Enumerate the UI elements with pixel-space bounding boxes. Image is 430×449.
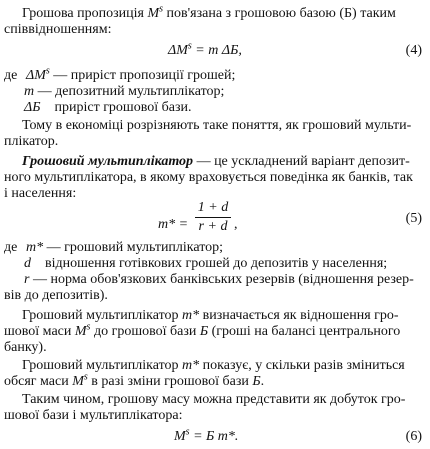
money-supply-symbol: M — [72, 374, 84, 389]
equation-4 — [168, 42, 242, 60]
term-heading: Грошовий мультиплікатор — [22, 154, 194, 169]
intro-text: пов'язана з грошовою базою (Б) таким — [163, 6, 396, 21]
monetary-base-symbol: Б — [252, 374, 261, 389]
paragraph-5-line-2: шової бази і мультиплікатора: — [4, 408, 183, 423]
superscript: s — [185, 426, 190, 438]
definition-symbol: r — [24, 272, 30, 287]
paragraph-text: показує, у скільки разів зміниться — [199, 358, 405, 373]
paragraph-text: обсяг маси — [4, 374, 73, 389]
paragraph-1-line-1: Тому в економіці розрізняють таке поняття, як грошовий мульти- — [22, 118, 412, 133]
paragraph-text: — це ускладнений варіант депозит- — [193, 154, 410, 169]
definition-text: — приріст пропозиції грошей; — [49, 68, 236, 83]
equation-rhs: = Б m*. — [189, 429, 239, 444]
equation-number-4: (4) — [405, 43, 422, 58]
definition-symbol: m* — [26, 240, 44, 255]
equation-number-6: (6) — [405, 429, 422, 444]
equation-lhs: ΔM — [168, 43, 188, 58]
paragraph-text: шової маси — [4, 324, 75, 339]
equation-number-5: (5) — [405, 211, 422, 226]
superscript: s — [45, 65, 50, 77]
equation-5-lhs: m* = — [158, 217, 189, 232]
superscript: s — [159, 3, 164, 15]
paragraph-text: до грошової бази — [90, 324, 200, 339]
paragraph-text: Грошовий мультиплікатор — [22, 358, 183, 373]
monetary-base-symbol: Б — [199, 324, 209, 339]
definition-5-1 — [4, 240, 223, 256]
intro-line-1 — [22, 3, 396, 22]
definition-symbol: ΔM — [26, 68, 46, 83]
paragraph-5-line-1: Таким чином, грошову масу можна представити як добуток гро- — [22, 392, 406, 407]
definition-text: — депозитний мультиплікатор; — [34, 84, 225, 99]
superscript: s — [83, 371, 88, 383]
paragraph-2-line-1 — [22, 154, 410, 170]
definition-text: приріст грошової бази. — [40, 100, 192, 115]
definition-symbol: m — [24, 84, 35, 99]
paragraph-3-line-3: банку). — [4, 340, 47, 355]
definition-5-2 — [24, 256, 387, 272]
definition-4-2 — [24, 84, 224, 100]
money-supply-symbol: M — [74, 324, 87, 339]
equation-5-tail: , — [234, 217, 238, 232]
money-supply-symbol: M — [147, 6, 160, 21]
definition-5-3-continued: вів до депозитів). — [4, 288, 108, 303]
paragraph-3-line-1 — [22, 308, 399, 324]
paragraph-3-line-2 — [4, 321, 401, 340]
paragraph-4-line-2 — [4, 371, 265, 390]
definition-text: відношення готівкових грошей до депозитів у населення; — [31, 256, 388, 271]
superscript: s — [187, 40, 192, 52]
definition-text: — норма обов'язкових банківських резервів (відношення резер- — [29, 272, 414, 287]
intro-line-2: співвідношенням: — [4, 22, 112, 37]
definition-lead: де — [4, 240, 18, 255]
paragraph-text: Грошовий мультиплікатор — [22, 308, 183, 323]
fraction-bar — [195, 217, 231, 218]
definition-symbol: d — [24, 256, 31, 271]
equation-rhs: = m ΔБ, — [191, 43, 242, 58]
paragraph-text: (гроші на балансі центрального — [208, 324, 401, 339]
definition-symbol: ΔБ — [24, 100, 41, 115]
multiplier-symbol: m* — [182, 358, 200, 373]
superscript: s — [86, 321, 91, 333]
paragraph-text: в разі зміни грошової бази — [87, 374, 253, 389]
definition-lead: де — [4, 68, 18, 83]
fraction-numerator: 1 + d — [197, 200, 229, 215]
equation-6 — [174, 428, 238, 446]
paragraph-4-line-1 — [22, 358, 405, 374]
definition-4-1 — [4, 65, 236, 84]
paragraph-2-line-2: ного мультиплікатора, в якому враховується поведінка як банків, так — [4, 170, 413, 185]
definition-4-3 — [24, 100, 191, 116]
paragraph-text: визначається як відношення гро- — [199, 308, 399, 323]
paragraph-2-line-3: і населення: — [4, 186, 77, 201]
definition-5-3 — [24, 272, 414, 288]
definition-text: — грошовий мультиплікатор; — [43, 240, 224, 255]
equation-lhs: M — [174, 429, 186, 444]
equation-5-fraction — [195, 200, 231, 236]
paragraph-1-line-2: плікатор. — [4, 134, 59, 149]
multiplier-symbol: m* — [182, 308, 200, 323]
fraction-denominator: r + d — [198, 219, 228, 234]
paragraph-text: . — [260, 374, 265, 389]
intro-text: Грошова пропозиція — [22, 6, 148, 21]
